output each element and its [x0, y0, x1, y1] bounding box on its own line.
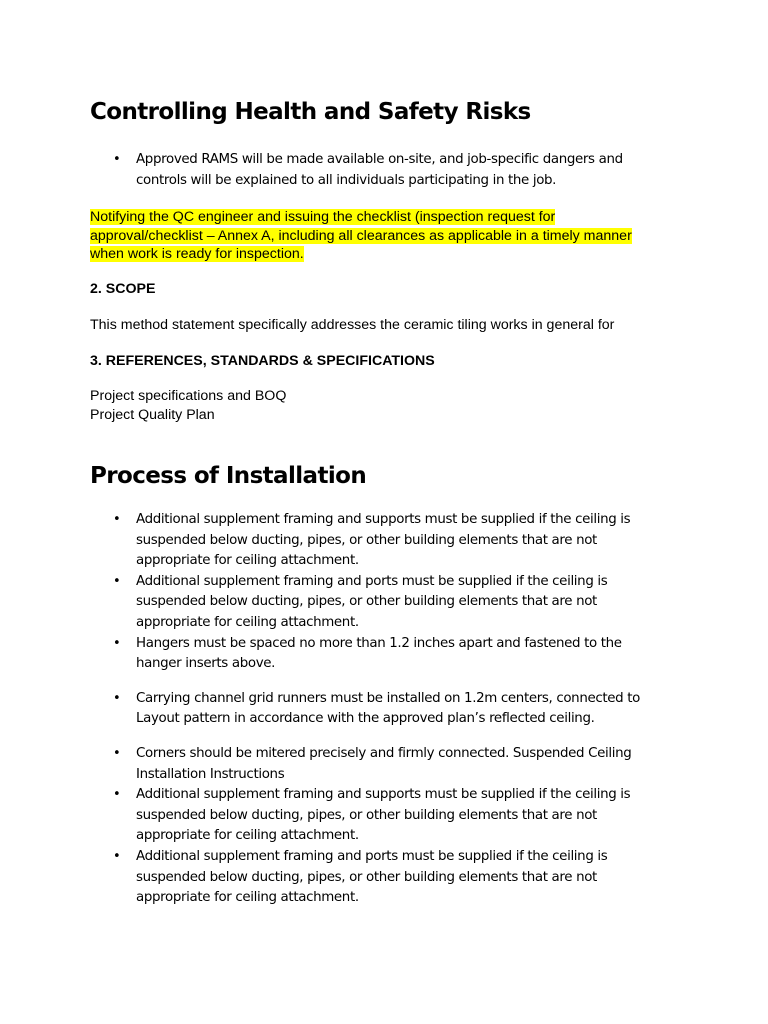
bullet-item: [0, 847, 656, 909]
bullet-symbol: •: [113, 152, 121, 167]
bullet-symbol: •: [113, 745, 121, 761]
bullet-symbol: •: [113, 848, 121, 864]
heading-scope: 2. SCOPE: [90, 281, 156, 297]
health-safety-bullet-list: [0, 150, 768, 191]
bullet-symbol: •: [113, 635, 121, 651]
bullet-item: [0, 744, 656, 785]
bullet-text: Carrying channel grid runners must be installed on 1.2m centers, connected to Layout pattern in accordance with the approved plan’s reflected ceiling.: [136, 690, 640, 727]
bullet-text: Approved RAMS will be made available on-site, and job-specific dangers and controls will be explained to all individuals participating in the job.: [136, 152, 623, 188]
bullet-text: Additional supplement framing and ports must be supplied if the ceiling is suspended below ducting, pipes, or other building elements that are not appropriate for ceiling attachment.: [136, 573, 608, 630]
bullet-symbol: •: [113, 512, 121, 527]
bullet-item: [0, 689, 656, 730]
bullet-item: [0, 785, 656, 847]
bullet-item: [0, 510, 656, 572]
heading-health-safety: Controlling Health and Safety Risks: [90, 99, 531, 125]
references-list: [90, 387, 286, 424]
installation-bullet-list: [0, 510, 768, 909]
highlighted-line: Notifying the QC engineer and issuing the checklist (inspection request for: [90, 209, 556, 225]
bullet-item: [0, 150, 656, 191]
scope-text: This method statement specifically addresses the ceramic tiling works in general for: [90, 317, 615, 333]
highlighted-line: when work is ready for inspection.: [90, 246, 304, 262]
heading-references: 3. REFERENCES, STANDARDS & SPECIFICATIONS: [90, 353, 435, 369]
bullet-text: Additional supplement framing and supports must be supplied if the ceiling is suspended below ducting, pipes, or other building elements that are not appropriate for ceiling attachment.: [136, 787, 631, 844]
bullet-symbol: •: [113, 573, 121, 589]
reference-line: Project Quality Plan: [90, 406, 215, 423]
reference-line: Project specifications and BOQ: [90, 388, 287, 404]
highlighted-paragraph: [90, 208, 632, 264]
highlighted-line: approval/checklist – Annex A, including all clearances as applicable in a timely manner: [90, 227, 632, 244]
bullet-item: [0, 634, 656, 675]
bullet-item: [0, 572, 656, 634]
bullet-text: Hangers must be spaced no more than 1.2 inches apart and fastened to the hanger inserts above.: [136, 635, 622, 672]
bullet-symbol: •: [113, 690, 121, 706]
heading-process-installation: Process of Installation: [90, 463, 367, 489]
bullet-text: Additional supplement framing and ports must be supplied if the ceiling is suspended below ducting, pipes, or other building elements that are not appropriate for ceiling attachment.: [136, 848, 608, 906]
bullet-text: Corners should be mitered precisely and firmly connected. Suspended Ceiling Installation Instructions: [136, 745, 632, 782]
bullet-text: Additional supplement framing and supports must be supplied if the ceiling is suspended below ducting, pipes, or other building elements that are not appropriate for ceiling attachment.: [136, 512, 631, 569]
bullet-symbol: •: [113, 787, 121, 803]
